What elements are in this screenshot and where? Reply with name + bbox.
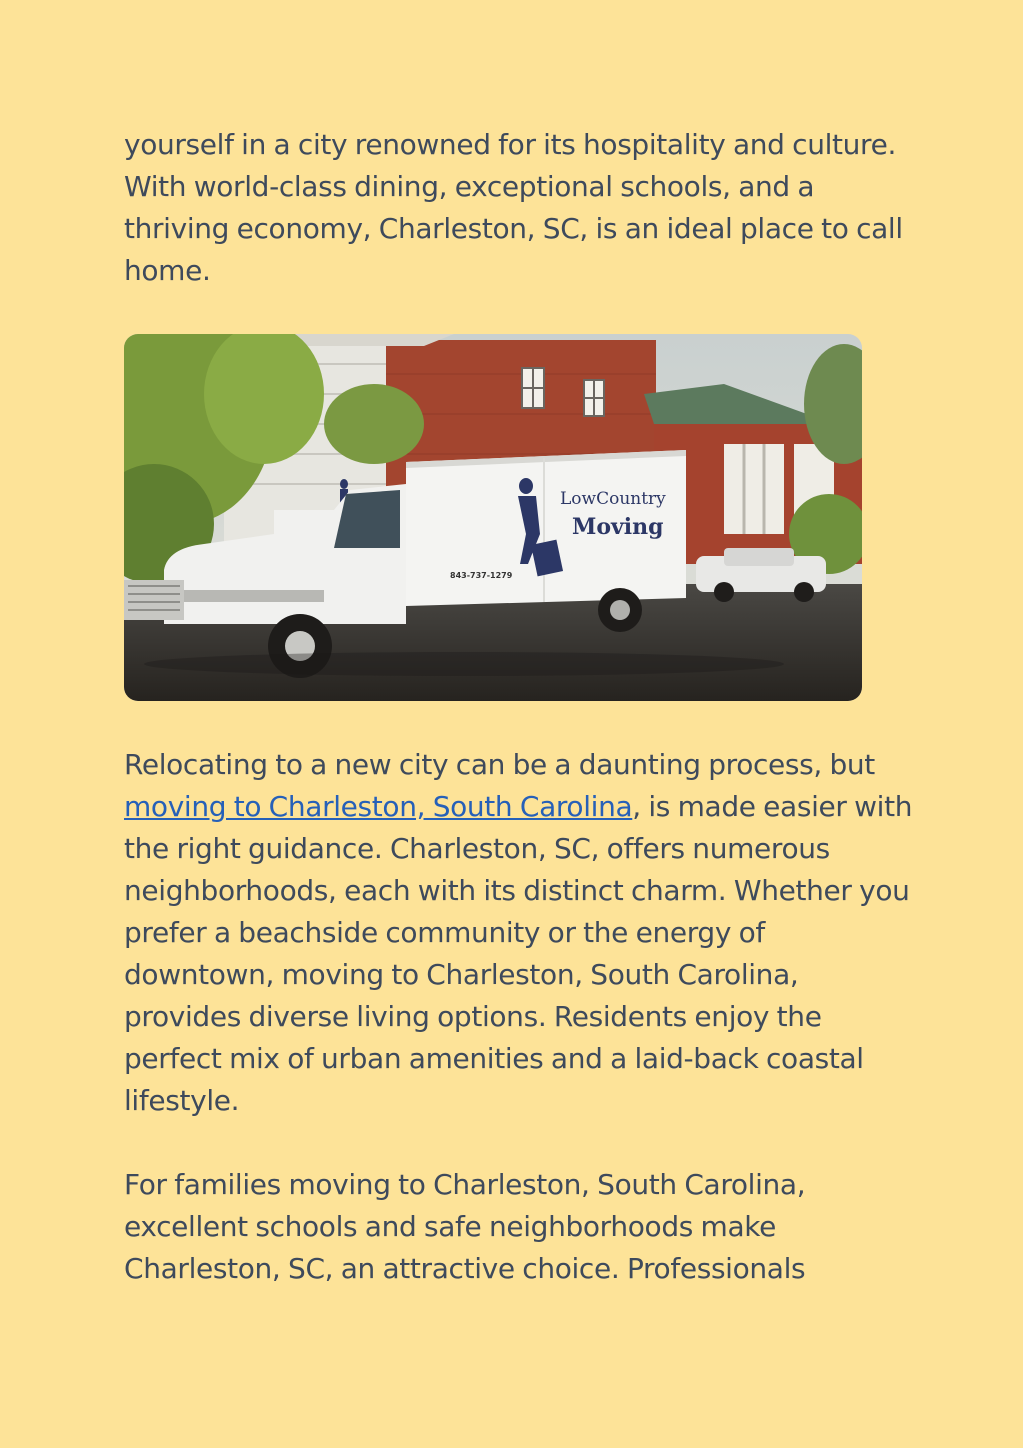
truck-phone: 843-737-1279 — [450, 571, 513, 580]
truck-brand-line1: LowCountry — [560, 489, 666, 509]
paragraph-families: For families moving to Charleston, South Carolina, excellent schools and safe neighborhoods make Charleston, SC, an attractive choice. Professionals — [124, 1168, 806, 1285]
paragraph-relocating-text-after-link: , is made easier with the right guidance. Charleston, SC, offers numerous neighborhoods, each with its distinct charm. Whether you prefer a beachside community or the energy of downtown, moving to Charleston, South Carolina, provides diverse living options. Residents enjoy the perfect mix of urban amenities and a laid-back coastal lifestyle. — [124, 790, 913, 1117]
paragraph-relocating — [124, 744, 914, 1122]
paragraph-intro-continued: yourself in a city renowned for its hospitality and culture. With world-class dining, exceptional schools, and a thriving economy, Charleston, SC, is an ideal place to call home. — [124, 128, 903, 287]
moving-truck-photo — [124, 334, 862, 701]
paragraph-relocating-text-before-link: Relocating to a new city can be a daunting process, but — [124, 748, 875, 781]
moving-to-charleston-link[interactable]: moving to Charleston, South Carolina — [124, 790, 633, 823]
truck-brand-line2: Moving — [572, 514, 664, 540]
